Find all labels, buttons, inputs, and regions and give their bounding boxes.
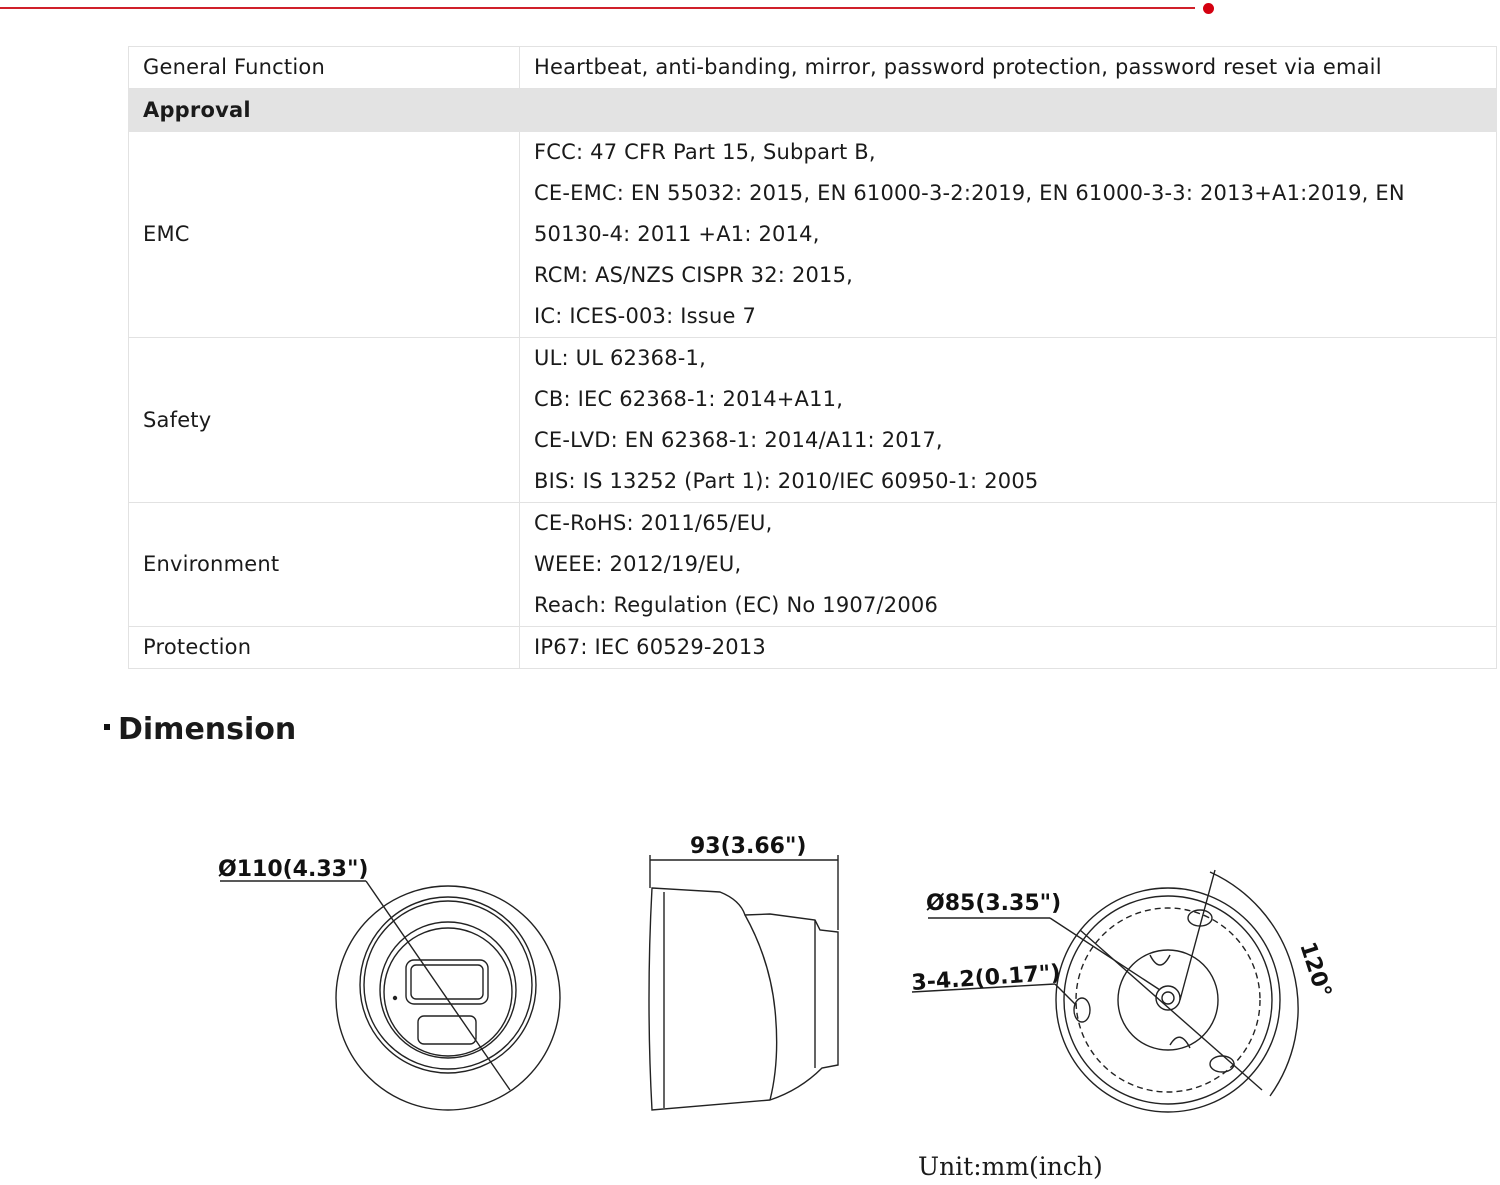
side-view-drawing bbox=[649, 834, 838, 1110]
holes-label: 3-4.2(0.17") bbox=[910, 960, 1062, 996]
spec-value: CE-EMC: EN 55032: 2015, EN 61000-3-2:2019, EN 61000-3-3: 2013+A1:2019, EN bbox=[534, 181, 1405, 205]
spec-value: Reach: Regulation (EC) No 1907/2006 bbox=[534, 593, 939, 617]
spec-value: Heartbeat, anti-banding, mirror, password protection, password reset via email bbox=[534, 55, 1382, 79]
spec-value: BIS: IS 13252 (Part 1): 2010/IEC 60950-1: 2005 bbox=[534, 469, 1039, 493]
spec-key: EMC bbox=[129, 132, 520, 338]
spec-value: IP67: IEC 60529-2013 bbox=[534, 635, 766, 659]
base-view-drawing bbox=[911, 870, 1336, 1112]
spec-value: CE-RoHS: 2011/65/EU, bbox=[534, 511, 773, 535]
spec-value: UL: UL 62368-1, bbox=[534, 346, 706, 370]
spec-value: FCC: 47 CFR Part 15, Subpart B, bbox=[534, 140, 876, 164]
side-width-label: 93(3.66") bbox=[690, 834, 807, 859]
front-diameter-label: Ø110(4.33") bbox=[218, 857, 369, 882]
spec-key: General Function bbox=[129, 47, 520, 89]
section-label: Approval bbox=[129, 89, 1497, 132]
unit-note: Unit:mm(inch) bbox=[918, 1152, 1103, 1181]
spec-key: Protection bbox=[129, 627, 520, 669]
spec-key: Environment bbox=[129, 503, 520, 627]
base-diameter-label: Ø85(3.35") bbox=[926, 891, 1062, 916]
spec-value: CB: IEC 62368-1: 2014+A11, bbox=[534, 387, 844, 411]
spec-value: 50130-4: 2011 +A1: 2014, bbox=[534, 222, 820, 246]
spec-value: CE-LVD: EN 62368-1: 2014/A11: 2017, bbox=[534, 428, 943, 452]
front-view-drawing bbox=[218, 857, 560, 1110]
angle-label: 120° bbox=[1294, 939, 1336, 1002]
spec-key: Safety bbox=[129, 338, 520, 503]
section-title: Dimension bbox=[104, 712, 296, 747]
spec-value: IC: ICES-003: Issue 7 bbox=[534, 304, 757, 328]
spec-value: RCM: AS/NZS CISPR 32: 2015, bbox=[534, 263, 854, 287]
spec-value: WEEE: 2012/19/EU, bbox=[534, 552, 742, 576]
